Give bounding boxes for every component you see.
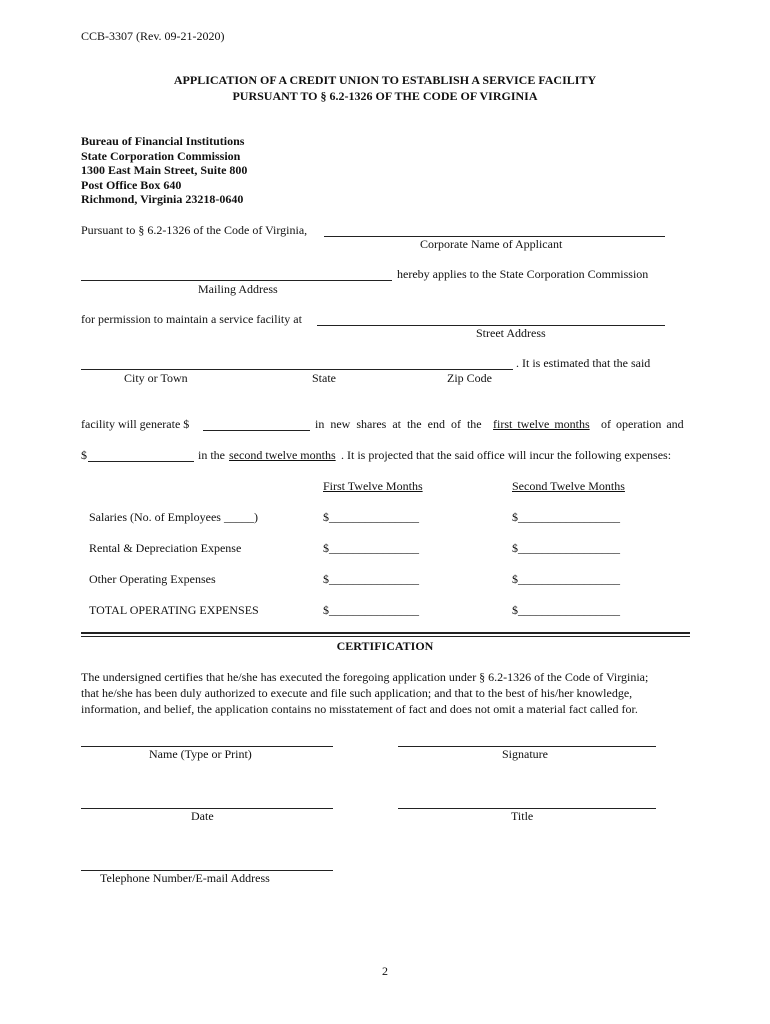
estimated-text: . It is estimated that the said xyxy=(516,356,651,370)
pursuant-text: Pursuant to § 6.2-1326 of the Code of Virginia, xyxy=(81,223,308,237)
row-label-total: TOTAL OPERATING EXPENSES xyxy=(89,603,259,617)
corporate-name-caption: Corporate Name of Applicant xyxy=(420,237,563,251)
rental-first-field[interactable]: $_______________ xyxy=(323,541,419,555)
address-line1: Bureau of Financial Institutions xyxy=(81,134,245,148)
corporate-name-field[interactable] xyxy=(324,223,665,237)
total-first-field[interactable]: $_______________ xyxy=(323,603,419,617)
street-address-caption: Street Address xyxy=(476,326,546,340)
form-title-line1: APPLICATION OF A CREDIT UNION TO ESTABLISH A SERVICE FACILITY xyxy=(173,73,597,87)
certification-line1: The undersigned certifies that he/she has executed the foregoing application under § 6.2-1326 of the Code of Virginia; xyxy=(81,670,649,684)
city-caption: City or Town xyxy=(124,371,188,385)
other-second-field[interactable]: $_________________ xyxy=(512,572,620,586)
title-caption: Title xyxy=(511,809,534,823)
in-the-text: in the xyxy=(198,448,225,462)
section-divider-top xyxy=(81,632,690,634)
zip-caption: Zip Code xyxy=(447,371,492,385)
col-header-second: Second Twelve Months xyxy=(512,479,625,493)
form-title-line2: PURSUANT TO § 6.2-1326 OF THE CODE OF VIRGINIA xyxy=(232,89,538,103)
col-header-first: First Twelve Months xyxy=(323,479,423,493)
page-number: 2 xyxy=(382,964,388,978)
date-caption: Date xyxy=(191,809,214,823)
salaries-second-field[interactable]: $_________________ xyxy=(512,510,620,524)
row-label-rental: Rental & Depreciation Expense xyxy=(89,541,242,555)
certification-line2: that he/she has been duly authorized to execute and file such application; and that to the best of his/her knowledge, xyxy=(81,686,633,700)
signature-field[interactable] xyxy=(398,733,656,747)
new-shares-text: in new shares at the end of the xyxy=(315,417,482,431)
form-number: CCB-3307 (Rev. 09-21-2020) xyxy=(81,29,225,43)
second-twelve-months-text: second twelve months xyxy=(229,448,336,462)
address-line5: Richmond, Virginia 23218-0640 xyxy=(81,192,244,206)
name-caption: Name (Type or Print) xyxy=(149,747,252,761)
certification-line3: information, and belief, the application contains no misstatement of fact and does not omit a material fact called for. xyxy=(81,702,638,716)
address-line4: Post Office Box 640 xyxy=(81,178,182,192)
rental-second-field[interactable]: $_________________ xyxy=(512,541,620,555)
section-divider-bottom xyxy=(81,636,690,637)
state-caption: State xyxy=(312,371,336,385)
mailing-address-caption: Mailing Address xyxy=(198,282,278,296)
contact-caption: Telephone Number/E-mail Address xyxy=(100,871,270,885)
projected-text: . It is projected that the said office will incur the following expenses: xyxy=(341,448,672,462)
address-line3: 1300 East Main Street, Suite 800 xyxy=(81,163,248,177)
dollar-sign: $ xyxy=(81,448,87,462)
other-first-field[interactable]: $_______________ xyxy=(323,572,419,586)
first-twelve-months-text: first twelve months xyxy=(493,417,590,431)
signature-caption: Signature xyxy=(502,747,548,761)
city-state-zip-field[interactable] xyxy=(81,356,513,370)
contact-field[interactable] xyxy=(81,857,333,871)
hereby-applies-text: hereby applies to the State Corporation Commission xyxy=(397,267,649,281)
of-operation-text: of operation and xyxy=(601,417,684,431)
title-field[interactable] xyxy=(398,795,656,809)
row-label-other: Other Operating Expenses xyxy=(89,572,216,586)
address-line2: State Corporation Commission xyxy=(81,149,241,163)
date-field[interactable] xyxy=(81,795,333,809)
street-address-field[interactable] xyxy=(317,312,665,326)
permission-text: for permission to maintain a service facility at xyxy=(81,312,302,326)
name-field[interactable] xyxy=(81,733,333,747)
total-second-field[interactable]: $_________________ xyxy=(512,603,620,617)
facility-generate-text: facility will generate $ xyxy=(81,417,190,431)
new-shares-second-field[interactable] xyxy=(88,448,194,462)
new-shares-first-field[interactable] xyxy=(203,417,310,431)
certification-heading: CERTIFICATION xyxy=(336,639,434,653)
salaries-first-field[interactable]: $_______________ xyxy=(323,510,419,524)
row-label-salaries: Salaries (No. of Employees _____) xyxy=(89,510,258,524)
mailing-address-field[interactable] xyxy=(81,267,392,281)
